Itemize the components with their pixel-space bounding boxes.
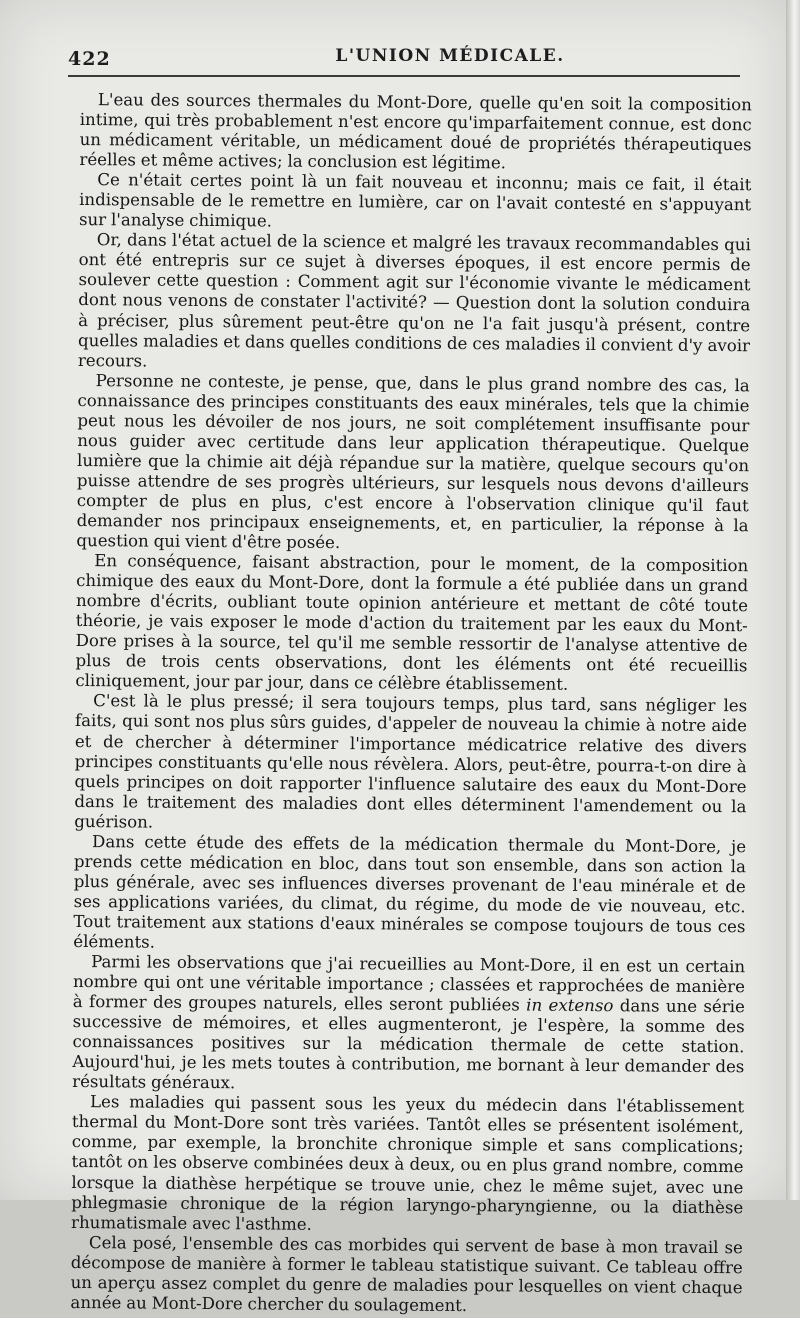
paragraph: C'est là le plus pressé; il sera toujours temps, plus tard, sans négliger les faits, qui sont nos plus sûrs guides, d'appeler de nouveau la chimie à notre aide et de chercher à déterminer l'importance médicatrice relative des divers principes constituants qu'elle nous révèlera. Alors, peut-être, pourra-t-on dire à quels principes on doit rapporter l'influence salutaire des eaux du Mont-Dore dans le traitement des maladies dont elles déterminent l'amendement ou la guérison. — [74, 691, 748, 832]
page-number: 422 — [68, 48, 111, 70]
page-edge — [786, 0, 800, 1200]
running-title: L'UNION MÉDICALE. — [335, 46, 565, 66]
paragraph: En conséquence, faisant abstraction, pour le moment, de la composition chimique des eaux du Mont-Dore, dont la formule a été publiée dans un grand nombre d'écrits, oubliant toute opinion antérieure et mettant de côté toute théorie, je vais exposer le mode d'action du traitement par les eaux du Mont-Dore prises à la source, tel qu'il me semble ressortir de l'analyse attentive de plus de trois cents observations, dont les éléments ont été recueillis cliniquement, jour par jour, dans ce célèbre établissement. — [75, 551, 749, 695]
paragraph: Dans cette étude des effets de la médication thermale du Mont-Dore, je prends cette médication en bloc, dans tout son ensemble, dans son action la plus générale, avec ses influences diverses provenant de l'eau minérale et de ses applications variées, du climat, du régime, du mode de vie nouveau, etc. Tout traitement aux stations d'eaux minérales se compose toujours de tous ces éléments. — [73, 831, 747, 952]
italic-term: in extenso — [526, 995, 614, 1016]
paragraph: L'eau des sources thermales du Mont-Dore, quelle qu'en soit la composition intime, qui très probablement n'est encore qu'imparfaitement connue, est donc un médicament véritable, un médicament doué de propriétés thérapeutiques réelles et même actives; la conclusion est légitime. — [79, 90, 752, 173]
paragraph-text: Parmi les observations que j'ai recueillies au Mont-Dore, il en est un certain nombre qui ont une véritable importance ; classées et rapprochées de manière à former des groupes naturels, elles seront publiées — [72, 952, 746, 1015]
paragraph: Les maladies qui passent sous les yeux du médecin dans l'établissement thermal du Mont-Dore sont très variées. Tantôt elles se présentent isolément, comme, par exemple, la bronchite chronique simple et sans complications; tantôt on les observe combinées deux à deux, ou en plus grand nombre, comme lorsque la diathèse herpétique se trouve unie, chez le même sujet, avec une phlegmasie chronique de la région laryngo-pharyngienne, ou la diathèse rhumatismale avec l'asthme. — [71, 1092, 745, 1234]
paragraph — [72, 952, 745, 1098]
paragraph: Cela posé, l'ensemble des cas morbides qui servent de base à mon travail se décompose de manière à former le tableau statistique suivant. Ce tableau offre un aperçu assez complet du genre de maladies pour lesquelles on vient chaque année au Mont-Dore chercher du soulagement. — [70, 1232, 744, 1315]
header-rule — [68, 75, 740, 77]
body-text — [70, 90, 752, 1318]
paragraph: Or, dans l'état actuel de la science et malgré les travaux recommandables qui ont été entrepris sur ce sujet à diverses époques, il est encore permis de soulever cette question : Comment agit sur l'économie vivante le médicament dont nous venons de constater l'activité? — Question dont la solution conduira à préciser, plus sûrement peut-être qu'on ne l'a fait jusqu'à présent, contre quelles maladies et dans quelles conditions de ces maladies il convient d'y avoir recours. — [77, 230, 751, 371]
paragraph: Ce n'était certes point là un fait nouveau et inconnu; mais ce fait, il était indispensable de le remettre en lumière, car on l'avait contesté en s'appuyant sur l'analyse chimique. — [78, 170, 752, 231]
paragraph: Personne ne conteste, je pense, que, dans le plus grand nombre des cas, la connaissance des principes constituants des eaux minérales, tels que la chimie peut nous les dévoiler de nos jours, ne soit complétement insuffisante pour nous guider avec certitude dans leur application thérapeutique. Quelque lumière que la chimie ait déjà répandue sur la matière, quelque secours qu'on puisse attendre de ses progrès ultérieurs, sur lesquels nous devons d'ailleurs compter de plus en plus, c'est encore à l'observation clinique qu'il faut demander nos principaux enseignements, et, en particulier, la réponse à la question qui vient d'être posée. — [76, 370, 750, 553]
page-header — [68, 46, 740, 72]
paragraph-text: dans une série successive de mémoires, et elles augmenteront, je l'espère, la somme des connaissances positives sur la médication thermale de cette station. Aujourd'hui, je les mets toutes à contribution, me bornant à leur demander des résultats généraux. — [72, 996, 745, 1093]
